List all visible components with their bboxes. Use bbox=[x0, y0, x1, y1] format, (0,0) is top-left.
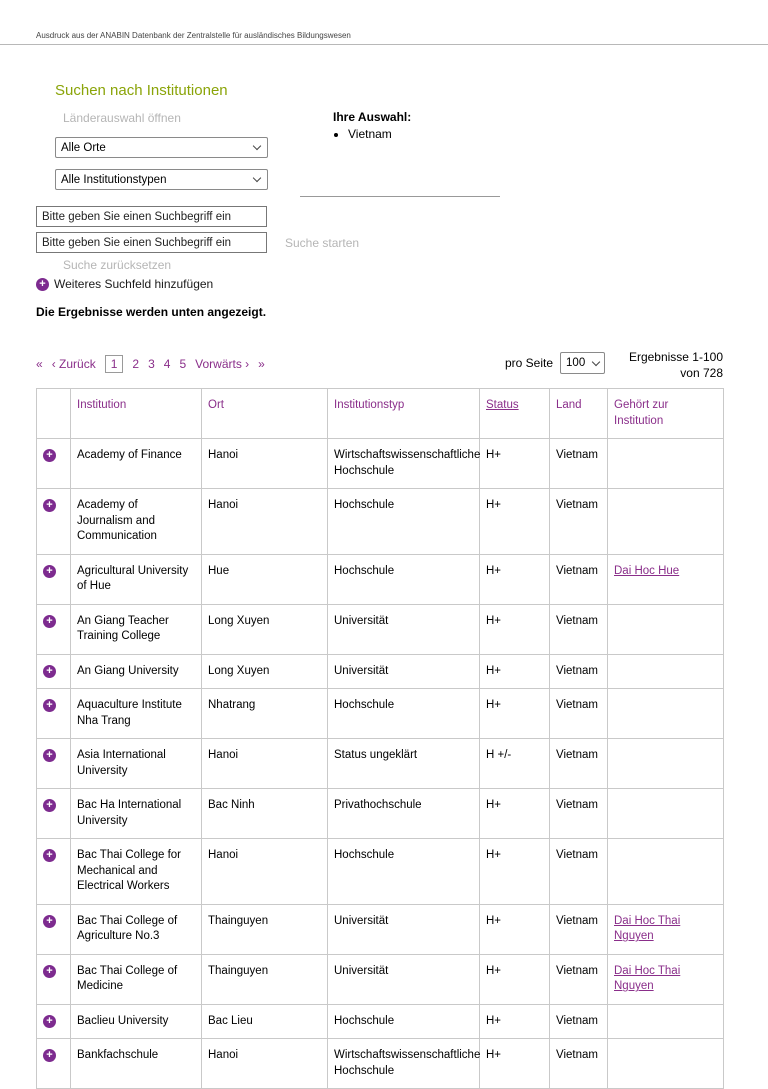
place-filter-value: Alle Orte bbox=[61, 141, 106, 154]
institutionstyp-cell: Universität bbox=[328, 654, 480, 689]
results-note: Die Ergebnisse werden unten angezeigt. bbox=[36, 305, 267, 319]
gehoert-cell bbox=[608, 789, 724, 839]
ort-cell: Hanoi bbox=[202, 489, 328, 555]
institution-cell: Bankfachschule bbox=[71, 1039, 202, 1089]
ort-cell: Bac Lieu bbox=[202, 1004, 328, 1039]
land-cell: Vietnam bbox=[550, 954, 608, 1004]
institutionstyp-column-header bbox=[328, 389, 480, 439]
keyword-input-2[interactable] bbox=[36, 232, 267, 253]
print-header-note: Ausdruck aus der ANABIN Datenbank der Zentralstelle für ausländisches Bildungswesen bbox=[36, 31, 351, 40]
institutionstyp-cell: Hochschule bbox=[328, 839, 480, 905]
ort-cell: Hanoi bbox=[202, 739, 328, 789]
current-selection bbox=[333, 110, 411, 141]
ort-cell: Thainguyen bbox=[202, 904, 328, 954]
expand-cell bbox=[37, 739, 71, 789]
page-link-3[interactable]: 3 bbox=[148, 357, 155, 371]
add-search-field-label: Weiteres Suchfeld hinzufügen bbox=[54, 277, 214, 291]
institutionstyp-cell: Status ungeklärt bbox=[328, 739, 480, 789]
expand-cell bbox=[37, 954, 71, 1004]
expand-column-header bbox=[37, 389, 71, 439]
prev-page-link[interactable]: ‹ Zurück bbox=[51, 357, 96, 371]
parent-institution-link[interactable]: Dai Hoc Thai Nguyen bbox=[614, 964, 681, 993]
expand-row-icon[interactable]: + bbox=[43, 799, 56, 812]
selection-item: • Vietnam bbox=[348, 127, 411, 141]
expand-cell bbox=[37, 489, 71, 555]
ort-cell: Hanoi bbox=[202, 1039, 328, 1089]
ort-cell: Nhatrang bbox=[202, 689, 328, 739]
gehoert-cell bbox=[608, 489, 724, 555]
expand-cell bbox=[37, 654, 71, 689]
land-cell: Vietnam bbox=[550, 604, 608, 654]
status-cell: H+ bbox=[480, 489, 550, 555]
expand-row-icon[interactable]: + bbox=[43, 665, 56, 678]
next-page-link[interactable]: Vorwärts › bbox=[195, 357, 250, 371]
land-cell: Vietnam bbox=[550, 654, 608, 689]
land-cell: Vietnam bbox=[550, 904, 608, 954]
ort-cell: Bac Ninh bbox=[202, 789, 328, 839]
start-search-button[interactable]: Suche starten bbox=[285, 236, 360, 250]
status-cell: H+ bbox=[480, 604, 550, 654]
gehoert-cell bbox=[608, 739, 724, 789]
expand-cell bbox=[37, 554, 71, 604]
land-cell: Vietnam bbox=[550, 1039, 608, 1089]
gehoert-cell bbox=[608, 654, 724, 689]
institution-cell: An Giang University bbox=[71, 654, 202, 689]
expand-row-icon[interactable]: + bbox=[43, 965, 56, 978]
pagination bbox=[36, 355, 265, 373]
land-column-header bbox=[550, 389, 608, 439]
institution-cell: Bac Ha International University bbox=[71, 789, 202, 839]
gehoert-cell bbox=[608, 554, 724, 604]
sort-land-link[interactable]: Land bbox=[556, 399, 582, 411]
gehoert-cell bbox=[608, 904, 724, 954]
table-header-row bbox=[37, 389, 724, 439]
status-cell: H+ bbox=[480, 1004, 550, 1039]
land-cell: Vietnam bbox=[550, 739, 608, 789]
chevron-down-icon bbox=[592, 357, 600, 365]
expand-cell bbox=[37, 604, 71, 654]
per-page-label: pro Seite bbox=[505, 356, 554, 370]
expand-cell bbox=[37, 689, 71, 739]
table-row bbox=[37, 904, 724, 954]
selection-list bbox=[333, 127, 411, 141]
institution-cell: Bac Thai College for Mechanical and Electrical Workers bbox=[71, 839, 202, 905]
expand-row-icon[interactable]: + bbox=[43, 1049, 56, 1062]
ort-cell: Long Xuyen bbox=[202, 654, 328, 689]
table-row bbox=[37, 1004, 724, 1039]
gehoert-cell bbox=[608, 954, 724, 1004]
land-cell: Vietnam bbox=[550, 839, 608, 905]
status-cell: H+ bbox=[480, 839, 550, 905]
status-cell: H+ bbox=[480, 954, 550, 1004]
table-row bbox=[37, 439, 724, 489]
chevron-down-icon bbox=[253, 174, 261, 182]
status-cell: H+ bbox=[480, 439, 550, 489]
institutionstyp-cell: Universität bbox=[328, 954, 480, 1004]
institutionstyp-cell: Hochschule bbox=[328, 554, 480, 604]
header-divider bbox=[0, 44, 768, 45]
institution-cell: An Giang Teacher Training College bbox=[71, 604, 202, 654]
institution-cell: Bac Thai College of Agriculture No.3 bbox=[71, 904, 202, 954]
status-cell: H+ bbox=[480, 789, 550, 839]
parent-institution-link[interactable]: Dai Hoc Thai Nguyen bbox=[614, 914, 681, 943]
table-row bbox=[37, 654, 724, 689]
expand-row-icon[interactable]: + bbox=[43, 849, 56, 862]
page-link-4[interactable]: 4 bbox=[163, 357, 171, 371]
page-link-5[interactable]: 5 bbox=[179, 357, 187, 371]
institutionstyp-cell: Hochschule bbox=[328, 689, 480, 739]
institution-column-header bbox=[71, 389, 202, 439]
table-row bbox=[37, 1039, 724, 1089]
expand-cell bbox=[37, 839, 71, 905]
institutionstyp-cell: Wirtschaftswissenschaftliche Hochschule bbox=[328, 1039, 480, 1089]
land-cell: Vietnam bbox=[550, 489, 608, 555]
ort-cell: Hanoi bbox=[202, 839, 328, 905]
current-page-indicator: 1 bbox=[105, 355, 124, 373]
institutionstyp-cell: Hochschule bbox=[328, 1004, 480, 1039]
institutionstyp-cell: Universität bbox=[328, 904, 480, 954]
expand-row-icon[interactable]: + bbox=[43, 615, 56, 628]
status-cell: H+ bbox=[480, 904, 550, 954]
results-table-body bbox=[37, 439, 724, 1089]
place-filter-select[interactable] bbox=[55, 137, 268, 158]
gehoert-column-header bbox=[608, 389, 724, 439]
expand-cell bbox=[37, 904, 71, 954]
results-count: Ergebnisse 1-100 von 728 bbox=[628, 350, 723, 381]
last-page-link[interactable]: » bbox=[258, 357, 265, 371]
table-row bbox=[37, 554, 724, 604]
sort-ort-link[interactable]: Ort bbox=[208, 399, 224, 411]
expand-cell bbox=[37, 789, 71, 839]
expand-row-icon[interactable]: + bbox=[43, 1015, 56, 1028]
sort-status-link[interactable]: Status bbox=[486, 399, 519, 411]
table-row bbox=[37, 839, 724, 905]
institution-type-value: Alle Institutionstypen bbox=[61, 173, 167, 186]
institutionstyp-cell: Universität bbox=[328, 604, 480, 654]
status-cell: H+ bbox=[480, 654, 550, 689]
gehoert-cell bbox=[608, 689, 724, 739]
gehoert-cell bbox=[608, 1004, 724, 1039]
expand-row-icon[interactable]: + bbox=[43, 449, 56, 462]
institution-cell: Baclieu University bbox=[71, 1004, 202, 1039]
ort-column-header bbox=[202, 389, 328, 439]
institution-cell: Academy of Journalism and Communication bbox=[71, 489, 202, 555]
expand-row-icon[interactable]: + bbox=[43, 915, 56, 928]
plus-icon: + bbox=[36, 278, 49, 291]
status-cell: H+ bbox=[480, 689, 550, 739]
expand-cell bbox=[37, 1004, 71, 1039]
institutionstyp-cell: Hochschule bbox=[328, 489, 480, 555]
page-link-2[interactable]: 2 bbox=[132, 357, 140, 371]
gehoert-cell bbox=[608, 1039, 724, 1089]
land-cell: Vietnam bbox=[550, 1004, 608, 1039]
selection-divider bbox=[300, 196, 500, 197]
keyword-input-1[interactable] bbox=[36, 206, 267, 227]
per-page-control bbox=[505, 352, 605, 374]
first-page-link[interactable]: « bbox=[36, 357, 43, 371]
institutionstyp-cell: Privathochschule bbox=[328, 789, 480, 839]
selection-heading: Ihre Auswahl: bbox=[333, 110, 412, 124]
expand-cell bbox=[37, 1039, 71, 1089]
table-row bbox=[37, 489, 724, 555]
table-row bbox=[37, 689, 724, 739]
institution-cell: Asia International University bbox=[71, 739, 202, 789]
page-title: Suchen nach Institutionen bbox=[55, 82, 228, 99]
parent-institution-link[interactable]: Dai Hoc Hue bbox=[614, 564, 680, 577]
status-cell: H+ bbox=[480, 1039, 550, 1089]
institution-cell: Agricultural University of Hue bbox=[71, 554, 202, 604]
reset-search-link[interactable]: Suche zurücksetzen bbox=[63, 258, 172, 272]
expand-row-icon[interactable]: + bbox=[43, 699, 56, 712]
ort-cell: Hue bbox=[202, 554, 328, 604]
gehoert-cell bbox=[608, 604, 724, 654]
institution-cell: Aquaculture Institute Nha Trang bbox=[71, 689, 202, 739]
table-row bbox=[37, 789, 724, 839]
country-selection-toggle[interactable]: Länderauswahl öffnen bbox=[63, 111, 181, 125]
institution-cell: Academy of Finance bbox=[71, 439, 202, 489]
ort-cell: Hanoi bbox=[202, 439, 328, 489]
per-page-value: 100 bbox=[566, 357, 586, 369]
expand-cell bbox=[37, 439, 71, 489]
expand-row-icon[interactable]: + bbox=[43, 565, 56, 578]
institution-type-select[interactable] bbox=[55, 169, 268, 190]
table-row bbox=[37, 604, 724, 654]
ort-cell: Thainguyen bbox=[202, 954, 328, 1004]
status-column-header bbox=[480, 389, 550, 439]
status-cell: H+ bbox=[480, 554, 550, 604]
expand-row-icon[interactable]: + bbox=[43, 499, 56, 512]
table-row bbox=[37, 954, 724, 1004]
gehoert-cell bbox=[608, 439, 724, 489]
ort-cell: Long Xuyen bbox=[202, 604, 328, 654]
land-cell: Vietnam bbox=[550, 789, 608, 839]
institutionstyp-cell: Wirtschaftswissenschaftliche Hochschule bbox=[328, 439, 480, 489]
sort-institution-link[interactable]: Institution bbox=[77, 399, 127, 411]
results-table bbox=[36, 388, 724, 1089]
expand-row-icon[interactable]: + bbox=[43, 749, 56, 762]
sort-gehoert-link[interactable]: Gehört zur Institution bbox=[614, 399, 669, 427]
land-cell: Vietnam bbox=[550, 554, 608, 604]
institution-cell: Bac Thai College of Medicine bbox=[71, 954, 202, 1004]
per-page-select[interactable] bbox=[560, 352, 605, 374]
land-cell: Vietnam bbox=[550, 689, 608, 739]
chevron-down-icon bbox=[253, 142, 261, 150]
add-search-field-button[interactable] bbox=[36, 277, 213, 291]
table-row bbox=[37, 739, 724, 789]
sort-institutionstyp-link[interactable]: Institutionstyp bbox=[334, 399, 405, 411]
land-cell: Vietnam bbox=[550, 439, 608, 489]
gehoert-cell bbox=[608, 839, 724, 905]
status-cell: H +/- bbox=[480, 739, 550, 789]
